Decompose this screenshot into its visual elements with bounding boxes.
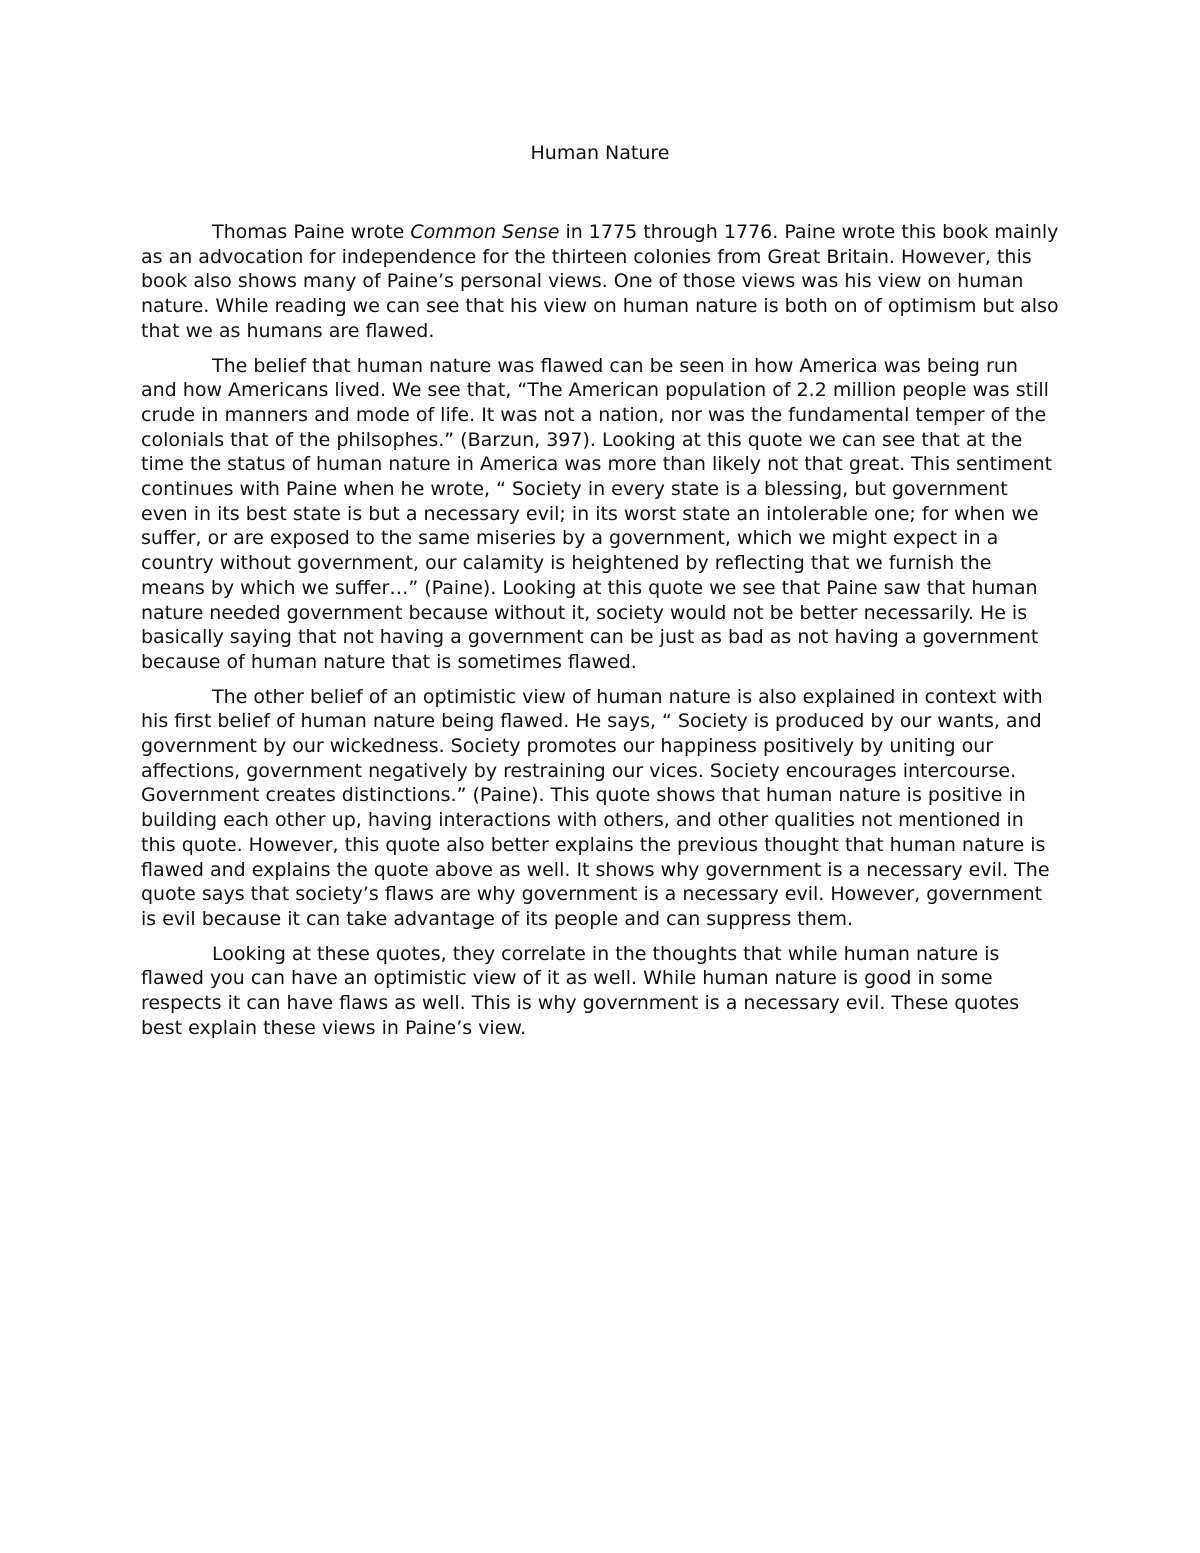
paragraph-4: Looking at these quotes, they correlate in the thoughts that while human nature is flawed you can have an optimistic view of it as well. While human nature is good in some respects it can have flaws as well. This is why government is a necessary evil. These quotes best explain these views in Paine’s view. [141, 942, 1020, 1039]
document-body [141, 220, 1059, 1051]
paragraph-1-text-rest: in 1775 through 1776. Paine wrote this book mainly as an advocation for independence for the thirteen colonies from Great Britain. However, this book also shows many of Paine’s personal views. One of those views was his view on human nature. While reading we can see that his view on human nature is both on of optimism but also that we as humans are flawed. [141, 221, 1059, 342]
paragraph-1-text-start: Thomas Paine wrote [212, 221, 411, 243]
paragraph-3: The other belief of an optimistic view of human nature is also explained in context with his first belief of human nature being flawed. He says, “ Society is produced by our wants, and government by our wickedness. Society promotes our happiness positively by uniting our affections, government negatively by restraining our vices. Society encourages intercourse. Government creates distinctions.” (Paine). This quote shows that human nature is positive in building each other up, having interactions with others, and other qualities not mentioned in this quote. However, this quote also better explains the previous thought that human nature is flawed and explains the quote above as well. It shows why government is a necessary evil. The quote says that society’s flaws are why government is a necessary evil. However, government is evil because it can take advantage of its people and can suppress them. [141, 685, 1050, 930]
page-title: Human Nature [530, 142, 670, 164]
paragraph-2: The belief that human nature was flawed can be seen in how America was being run and how Americans lived. We see that, “The American population of 2.2 million people was still crude in manners and mode of life. It was not a nation, nor was the fundamental temper of the colonials that of the philsophes.” (Barzun, 397). Looking at this quote we can see that at the time the status of human nature in America was more than likely not that great. This sentiment continues with Paine when he wrote, “ Society in every state is a blessing, but government even in its best state is but a necessary evil; in its worst state an intolerable one; for when we suffer, or are exposed to the same miseries by a government, which we might expect in a country without government, our calamity is heightened by reflecting that we furnish the means by which we suffer…” (Paine). Looking at this quote we see that Paine saw that human nature needed government because without it, society would not be better necessarily. He is basically saying that not having a government can be just as bad as not having a government because of human nature that is sometimes flawed. [141, 354, 1053, 673]
book-title-italic: Common Sense [410, 221, 560, 243]
paragraph-1 [141, 220, 1059, 344]
